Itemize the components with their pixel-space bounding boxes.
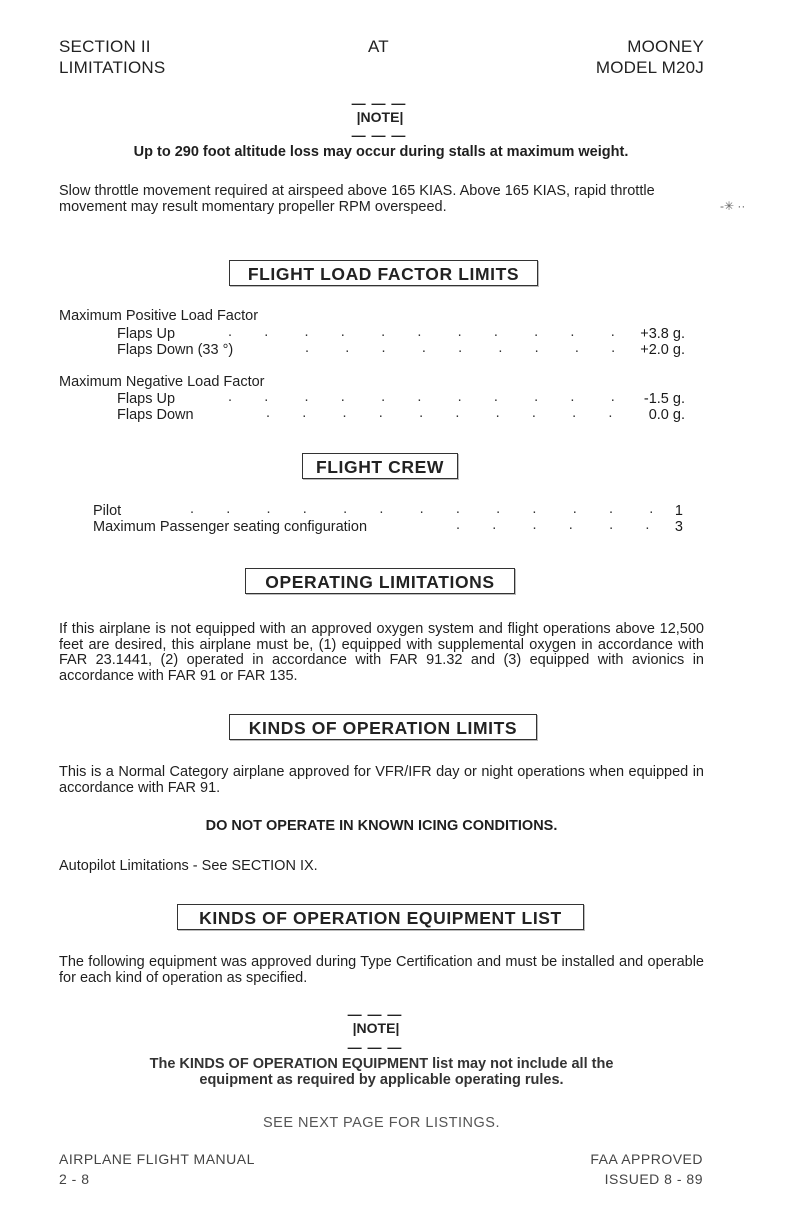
positive-flaps-down-value: +2.0 g. [640, 342, 685, 358]
kinds-limits-paragraph: This is a Normal Category airplane approved for VFR/IFR day or night operations when equipped in accordance with FAR 91. [59, 764, 704, 796]
note-label-text: NOTE [360, 109, 400, 125]
note-marker-bottom: — — — [351, 127, 407, 143]
note-label-text: NOTE [356, 1020, 396, 1036]
operating-paragraph: If this airplane is not equipped with an approved oxygen system and flight operations above 12,500 feet are desired, this airplane must be, (1) equipped with supplemental oxygen in accordance with FAR 23.1441, (2) operated in accordance with FAR 91.32 and (3) equipped with avionics in accordance with FAR 91 or FAR 135. [59, 621, 704, 684]
equipment-paragraph: The following equipment was approved during Type Certification and must be installed and operable for each kind of operation as specified. [59, 954, 704, 986]
icing-warning: DO NOT OPERATE IN KNOWN ICING CONDITIONS. [205, 818, 558, 834]
equipment-list-heading: KINDS OF OPERATION EQUIPMENT LIST [177, 904, 584, 930]
crew-passenger-label: Maximum Passenger seating configuration [93, 519, 368, 535]
operating-limitations-heading: OPERATING LIMITATIONS [245, 568, 515, 594]
header-section: SECTION II [59, 37, 151, 56]
leader-dots: . . . . . . . . . [305, 340, 616, 356]
flight-load-factor-heading: FLIGHT LOAD FACTOR LIMITS [229, 260, 538, 286]
crew-pilot-value: 1 [674, 503, 683, 519]
footer-page-number: 2 - 8 [59, 1171, 90, 1187]
note-marker-bottom: — — — [347, 1039, 403, 1055]
positive-flaps-up-label: Flaps Up [117, 326, 176, 342]
note2-text-line2: equipment as required by applicable operating rules. [199, 1072, 564, 1088]
margin-mark: -✳ ·· [720, 199, 746, 213]
negative-flaps-up-value: -1.5 g. [643, 391, 685, 407]
positive-flaps-down-label: Flaps Down (33 °) [117, 342, 234, 358]
footer-issued: ISSUED 8 - 89 [604, 1171, 703, 1187]
negative-flaps-down-value: 0.0 g. [648, 407, 685, 423]
header-center: AT [368, 37, 389, 56]
crew-pilot-label: Pilot [93, 503, 122, 519]
note-label: |NOTE| [352, 1020, 400, 1036]
leader-dots: . . . . . . [456, 517, 650, 533]
positive-load-label: Maximum Positive Load Factor [59, 308, 259, 324]
header-maker: MOONEY [627, 37, 704, 56]
note-marker-top: — — — [351, 95, 407, 111]
positive-flaps-up-value: +3.8 g. [640, 326, 685, 342]
leader-dots: . . . . . . . . . . [266, 405, 613, 421]
flight-crew-heading: FLIGHT CREW [302, 453, 458, 479]
throttle-paragraph: Slow throttle movement required at airspeed above 165 KIAS. Above 165 KIAS, rapid throttle movement may result momentary propeller RPM overspeed. [59, 183, 655, 215]
note-marker-top: — — — [347, 1006, 403, 1022]
leader-dots: . . . . . . . . . . . [228, 389, 615, 405]
negative-flaps-up-label: Flaps Up [117, 391, 176, 407]
header-model: MODEL M20J [595, 58, 704, 77]
see-next-page: SEE NEXT PAGE FOR LISTINGS. [263, 1115, 500, 1131]
header-section-title: LIMITATIONS [59, 58, 166, 77]
leader-dots: . . . . . . . . . . . [228, 324, 615, 340]
footer-faa-approved: FAA APPROVED [590, 1151, 703, 1167]
autopilot-limitations: Autopilot Limitations - See SECTION IX. [59, 858, 318, 874]
kinds-of-operation-limits-heading: KINDS OF OPERATION LIMITS [229, 714, 537, 740]
crew-passenger-value: 3 [674, 519, 683, 535]
note-text: Up to 290 foot altitude loss may occur during stalls at maximum weight. [133, 144, 629, 160]
negative-load-label: Maximum Negative Load Factor [59, 374, 265, 390]
note-label: |NOTE| [356, 109, 404, 125]
negative-flaps-down-label: Flaps Down [117, 407, 194, 423]
footer-manual: AIRPLANE FLIGHT MANUAL [59, 1151, 255, 1167]
note2-text-line1: The KINDS OF OPERATION EQUIPMENT list may not include all the [149, 1056, 614, 1072]
leader-dots: . . . . . . . . . . . . . [190, 501, 654, 517]
